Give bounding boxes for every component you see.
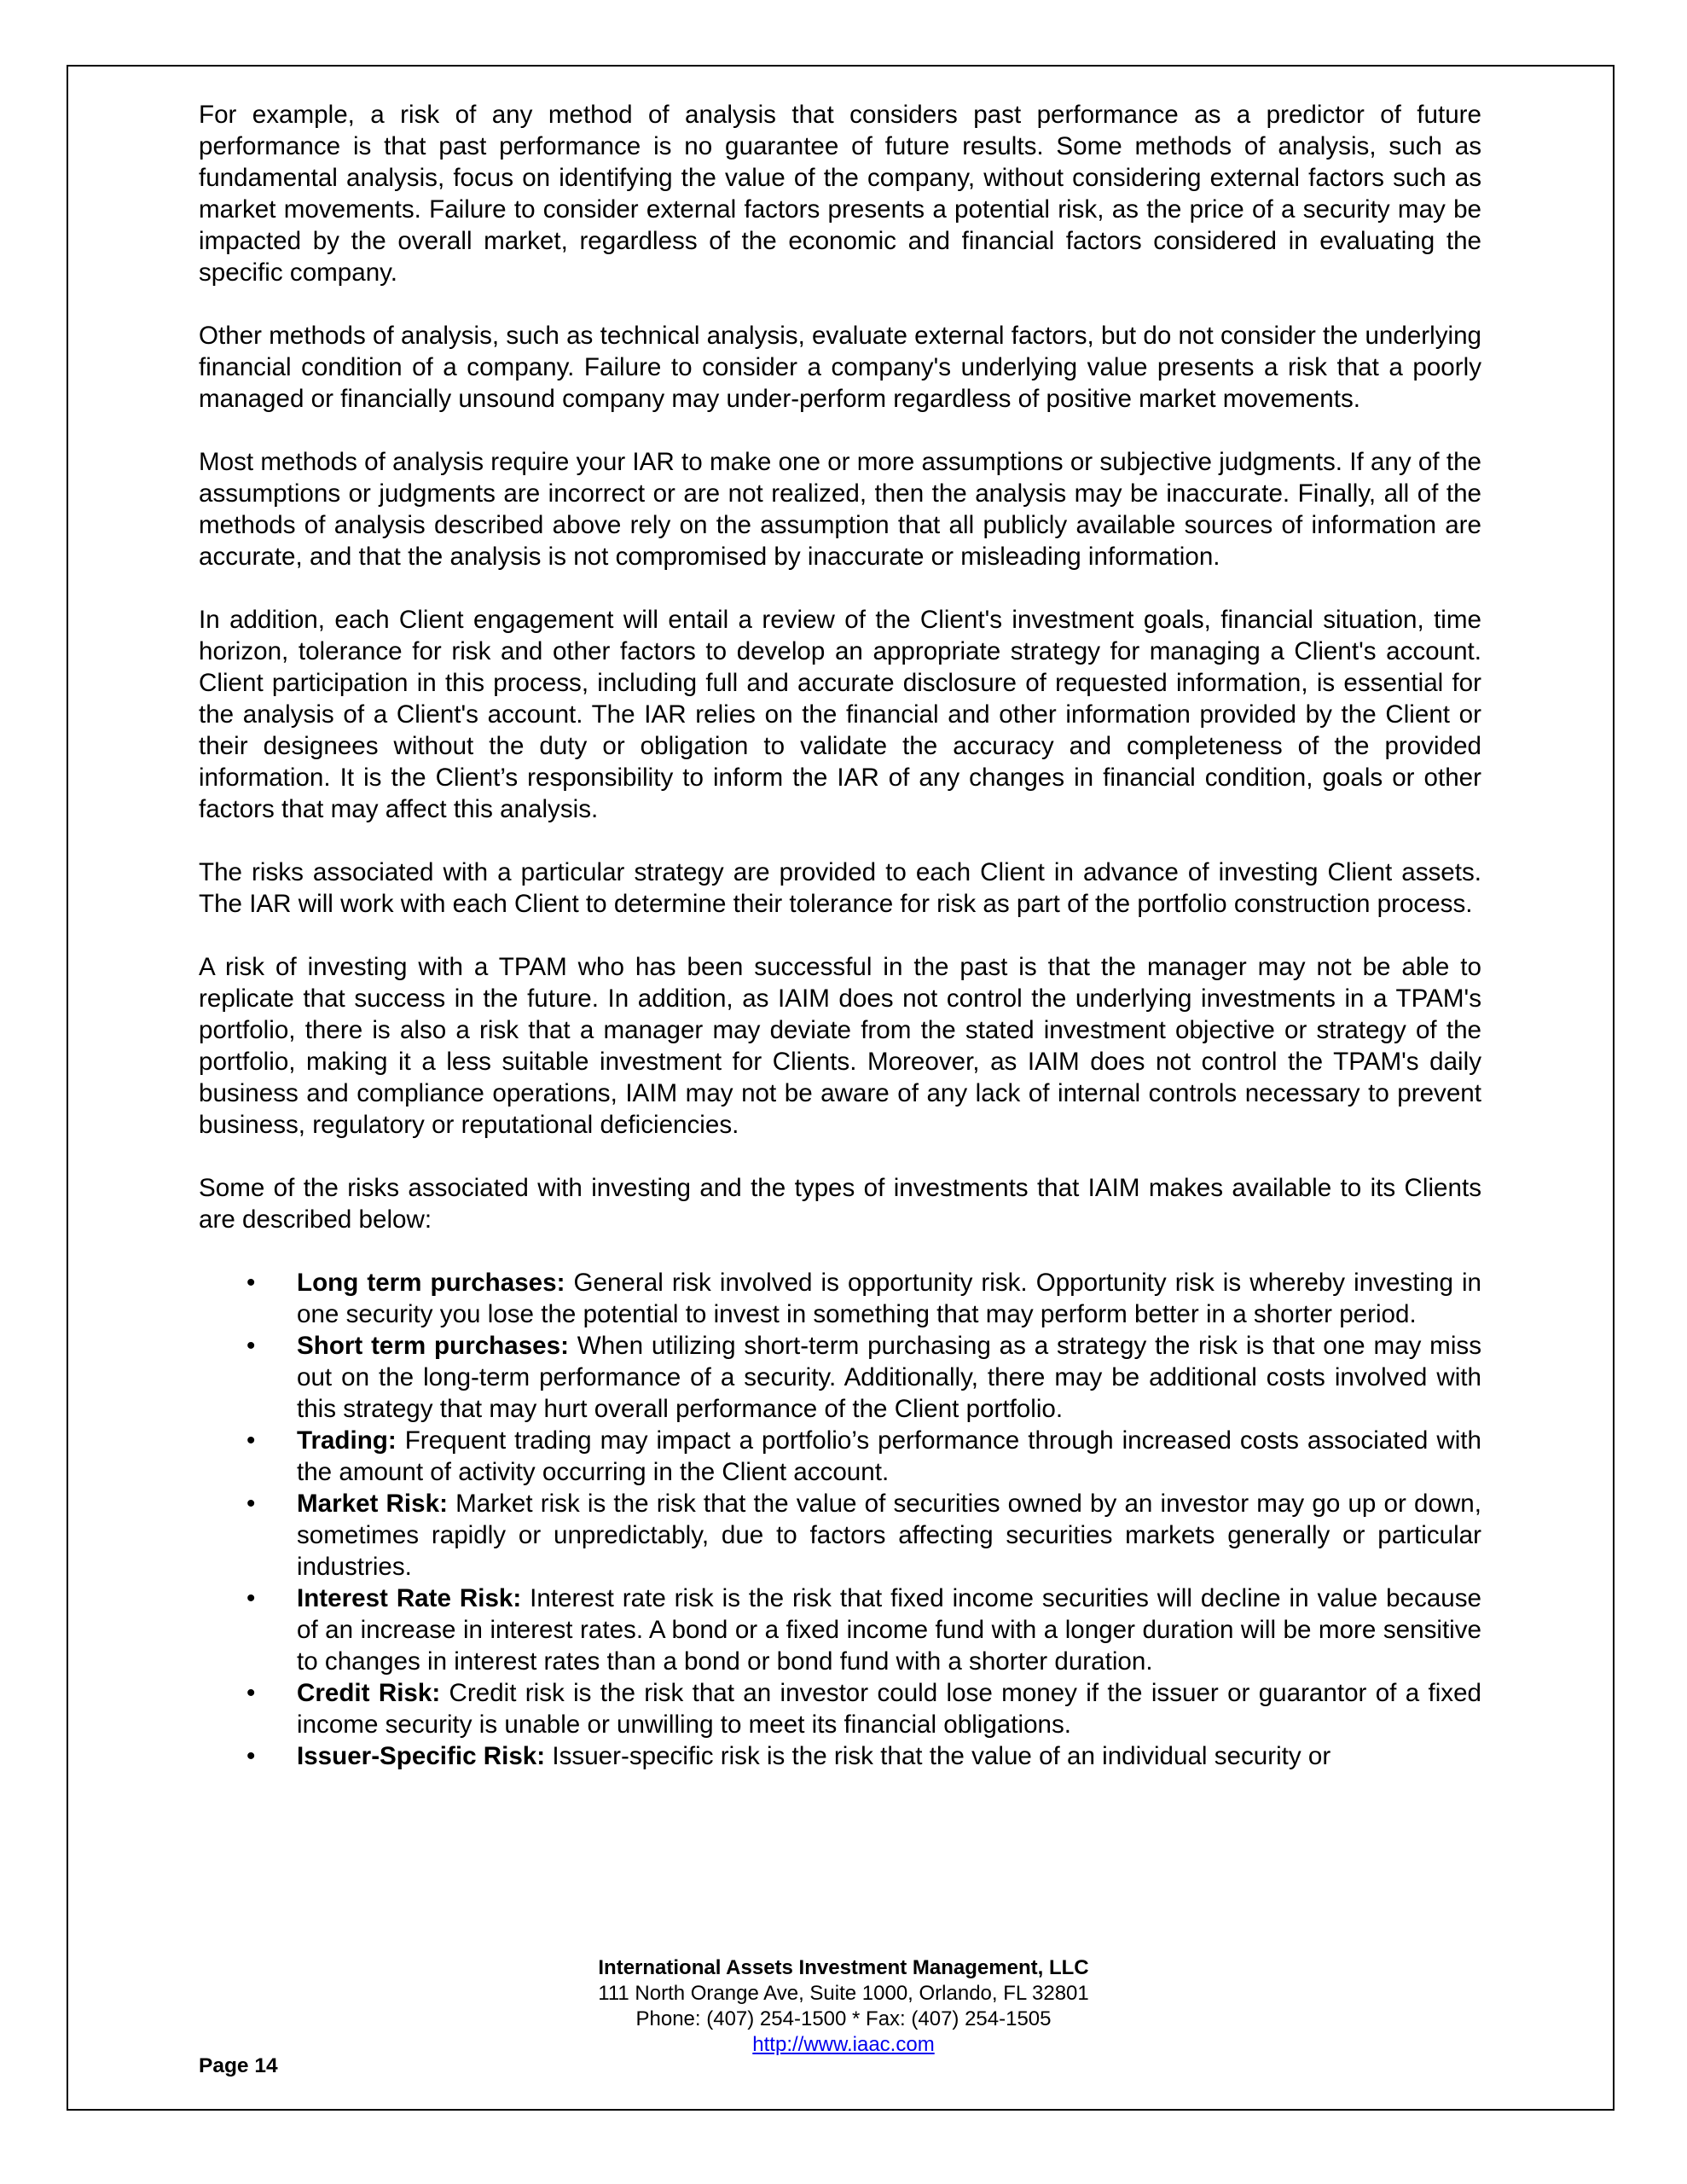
risk-term: Credit Risk: [297, 1679, 441, 1707]
list-item [199, 1267, 1481, 1330]
footer-company-name: International Assets Investment Management, LLC [598, 1956, 1089, 1979]
list-item [199, 1583, 1481, 1677]
risk-term: Issuer-Specific Risk: [297, 1742, 546, 1770]
risk-term: Short term purchases: [297, 1332, 569, 1360]
risk-description: When utilizing short-term purchasing as a strategy the risk is that one may miss out on the long-term performance of a security. Additionally, there may be additional costs involved with this strategy that may hurt overall performance of the Client portfolio. [297, 1332, 1482, 1423]
risk-description: General risk involved is opportunity risk. Opportunity risk is whereby investing in one security you lose the potential to invest in something that may perform better in a shorter period. [297, 1269, 1481, 1328]
list-item [199, 1425, 1481, 1488]
footer-phone-fax: Phone: (407) 254-1500 * Fax: (407) 254-1505 [635, 2007, 1052, 2030]
paragraph-tpam-risk: A risk of investing with a TPAM who has been successful in the past is that the manager may not be able to replicate that success in the future. In addition, as IAIM does not control the underlying investments in a TPAM's portfolio, there is also a risk that a manager may deviate from the stated investment objective or strategy of the portfolio, making it a less suitable investment for Clients. Moreover, as IAIM does not control the TPAM's daily business and compliance operations, IAIM may not be aware of any lack of internal controls necessary to prevent business, regulatory or reputational deficiencies. [199, 953, 1481, 1139]
list-item [199, 1330, 1481, 1425]
risk-description: Interest rate risk is the risk that fixed income securities will decline in value because of an increase in interest rates. A bond or a fixed income fund with a longer duration will be more sensitive to changes in interest rates than a bond or bond fund with a shorter duration. [297, 1584, 1482, 1676]
risk-description: Credit risk is the risk that an investor could lose money if the issuer or guarantor of a fixed income security is unable or unwilling to meet its financial obligations. [297, 1679, 1481, 1739]
paragraph-technical-analysis: Other methods of analysis, such as technical analysis, evaluate external factors, but do not consider the underlying financial condition of a company. Failure to consider a company's underlying value presents a risk that a poorly managed or financially unsound company may under-perform regardless of positive market movements. [199, 322, 1481, 413]
paragraph-past-performance: For example, a risk of any method of analysis that considers past performance as a predictor of future performance is that past performance is no guarantee of future results. Some methods of analysis, such as fundamental analysis, focus on identifying the value of the company, without considering external factors such as market movements. Failure to consider external factors presents a potential risk, as the price of a security may be impacted by the overall market, regardless of the economic and financial factors considered in evaluating the specific company. [199, 101, 1481, 287]
paragraph-risks-intro: Some of the risks associated with investing and the types of investments that IAIM makes available to its Clients are described below: [199, 1174, 1481, 1234]
risk-list [199, 1267, 1481, 1772]
page-footer [0, 1955, 1687, 2058]
list-item [199, 1677, 1481, 1740]
document-body [199, 99, 1481, 1772]
paragraph-strategy-risks: The risks associated with a particular strategy are provided to each Client in advance of investing Client assets. The IAR will work with each Client to determine their tolerance for risk as part of the portfolio construction process. [199, 858, 1481, 918]
bullet-icon: • [246, 1332, 256, 1360]
paragraph-client-engagement: In addition, each Client engagement will entail a review of the Client's investment goals, financial situation, time horizon, tolerance for risk and other factors to develop an appropriate strategy for managing a Client's account. Client participation in this process, including full and accurate disclosure of requested information, is essential for the analysis of a Client's account. The IAR relies on the financial and other information provided by the Client or their designees without the duty or obligation to validate the accuracy and completeness of the provided information. It is the Client’s responsibility to inform the IAR of any changes in financial condition, goals or other factors that may affect this analysis. [199, 606, 1481, 823]
footer-website-link[interactable]: http://www.iaac.com [752, 2033, 935, 2056]
paragraph-assumptions: Most methods of analysis require your IAR to make one or more assumptions or subjective judgments. If any of the assumptions or judgments are incorrect or are not realized, then the analysis may be inaccurate. Finally, all of the methods of analysis described above rely on the assumption that all publicly available sources of information are accurate, and that the analysis is not compromised by inaccurate or misleading information. [199, 448, 1481, 571]
risk-term: Market Risk: [297, 1490, 448, 1518]
footer-address: 111 North Orange Ave, Suite 1000, Orlando, FL 32801 [598, 1982, 1089, 2005]
bullet-icon: • [246, 1584, 256, 1612]
list-item [199, 1740, 1481, 1772]
risk-description: Issuer-specific risk is the risk that the value of an individual security or [552, 1742, 1331, 1770]
risk-term: Interest Rate Risk: [297, 1584, 522, 1612]
risk-description: Market risk is the risk that the value of securities owned by an investor may go up or down, sometimes rapidly or unpredictably, due to factors affecting securities markets generally or particular industries. [297, 1490, 1481, 1581]
bullet-icon: • [246, 1679, 256, 1707]
risk-term: Long term purchases: [297, 1269, 565, 1297]
list-item [199, 1488, 1481, 1583]
risk-term: Trading: [297, 1426, 397, 1455]
risk-description: Frequent trading may impact a portfolio’s performance through increased costs associated with the amount of activity occurring in the Client account. [297, 1426, 1481, 1486]
bullet-icon: • [246, 1426, 256, 1455]
bullet-icon: • [246, 1742, 256, 1770]
bullet-icon: • [246, 1269, 256, 1297]
page-number: Page 14 [199, 2054, 278, 2077]
bullet-icon: • [246, 1490, 256, 1518]
